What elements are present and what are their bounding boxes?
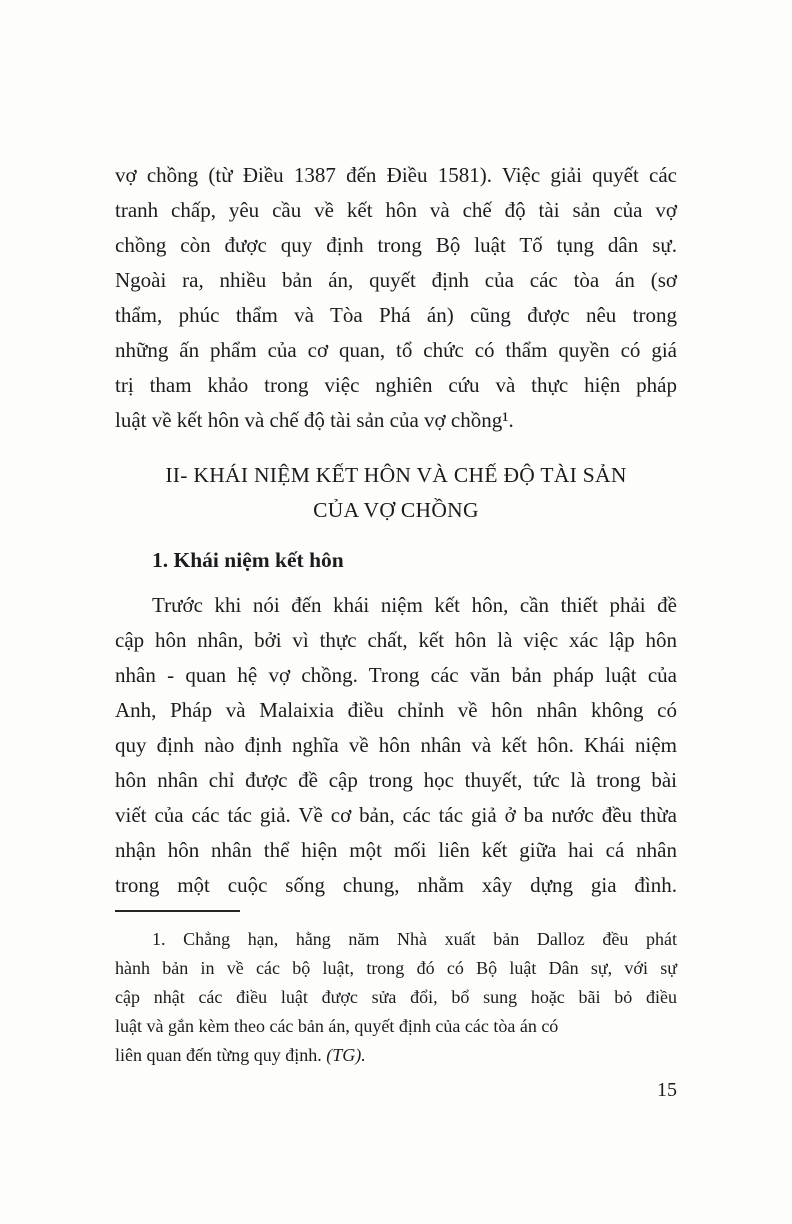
- section-heading-line-2: CỦA VỢ CHỒNG: [313, 498, 479, 522]
- text-line: hôn nhân chỉ được đề cập trong học thuyết, tức là trong bài: [115, 768, 677, 792]
- footnote-lines: [115, 925, 677, 1041]
- text-line: quy định nào định nghĩa về hôn nhân và kết hôn. Khái niệm: [115, 733, 677, 757]
- text-block: [115, 0, 677, 1105]
- text-line: cập hôn nhân, bởi vì thực chất, kết hôn là việc xác lập hôn: [115, 628, 677, 652]
- text-line: nhân - quan hệ vợ chồng. Trong các văn bản pháp luật của: [115, 663, 677, 687]
- text-line: 1. Chẳng hạn, hằng năm Nhà xuất bản Dalloz đều phát: [152, 929, 677, 949]
- subsection-heading: 1. Khái niệm kết hôn: [152, 548, 344, 572]
- text-line: tranh chấp, yêu cầu về kết hôn và chế độ tài sản của vợ: [115, 198, 677, 222]
- page-number: 15: [657, 1079, 677, 1101]
- text-line: chồng còn được quy định trong Bộ luật Tố tụng dân sự.: [115, 233, 677, 257]
- paragraph-opening: [115, 158, 677, 438]
- footnote-separator: [115, 910, 240, 912]
- text-line: nhận hôn nhân thể hiện một mối liên kết giữa hai cá nhân: [115, 838, 677, 862]
- text-line: trị tham khảo trong việc nghiên cứu và thực hiện pháp: [115, 373, 677, 397]
- text-line: Anh, Pháp và Malaixia điều chỉnh về hôn nhân không có: [115, 698, 677, 722]
- text-line: Ngoài ra, nhiều bản án, quyết định của các tòa án (sơ: [115, 268, 677, 292]
- text-line: cập nhật các điều luật được sửa đổi, bổ sung hoặc bãi bỏ điều: [115, 987, 677, 1007]
- section-heading-line-1: II- KHÁI NIỆM KẾT HÔN VÀ CHẾ ĐỘ TÀI SẢN: [165, 463, 627, 487]
- footnote-author-abbreviation: (TG).: [326, 1045, 366, 1065]
- text-line: vợ chồng (từ Điều 1387 đến Điều 1581). Việc giải quyết các: [115, 163, 677, 187]
- footnote: [115, 925, 677, 1070]
- paragraph-body: [115, 588, 677, 903]
- footnote-last-line-text: liên quan đến từng quy định.: [115, 1045, 327, 1065]
- text-line: trong một cuộc sống chung, nhằm xây dựng gia đình.: [115, 873, 677, 897]
- text-line: luật về kết hôn và chế độ tài sản của vợ chồng¹.: [115, 408, 514, 432]
- text-line: hành bản in về các bộ luật, trong đó có Bộ luật Dân sự, với sự: [115, 958, 677, 978]
- text-line: luật và gắn kèm theo các bản án, quyết định của các tòa án có: [115, 1016, 559, 1036]
- text-line: thẩm, phúc thẩm và Tòa Phá án) cũng được nêu trong: [115, 303, 677, 327]
- text-line: những ấn phẩm của cơ quan, tổ chức có thẩm quyền có giá: [115, 338, 677, 362]
- text-line: Trước khi nói đến khái niệm kết hôn, cần thiết phải đề: [152, 593, 677, 617]
- footnote-last-line: [115, 1041, 677, 1070]
- section-heading: [115, 458, 677, 528]
- text-line: viết của các tác giả. Về cơ bản, các tác giả ở ba nước đều thừa: [115, 803, 677, 827]
